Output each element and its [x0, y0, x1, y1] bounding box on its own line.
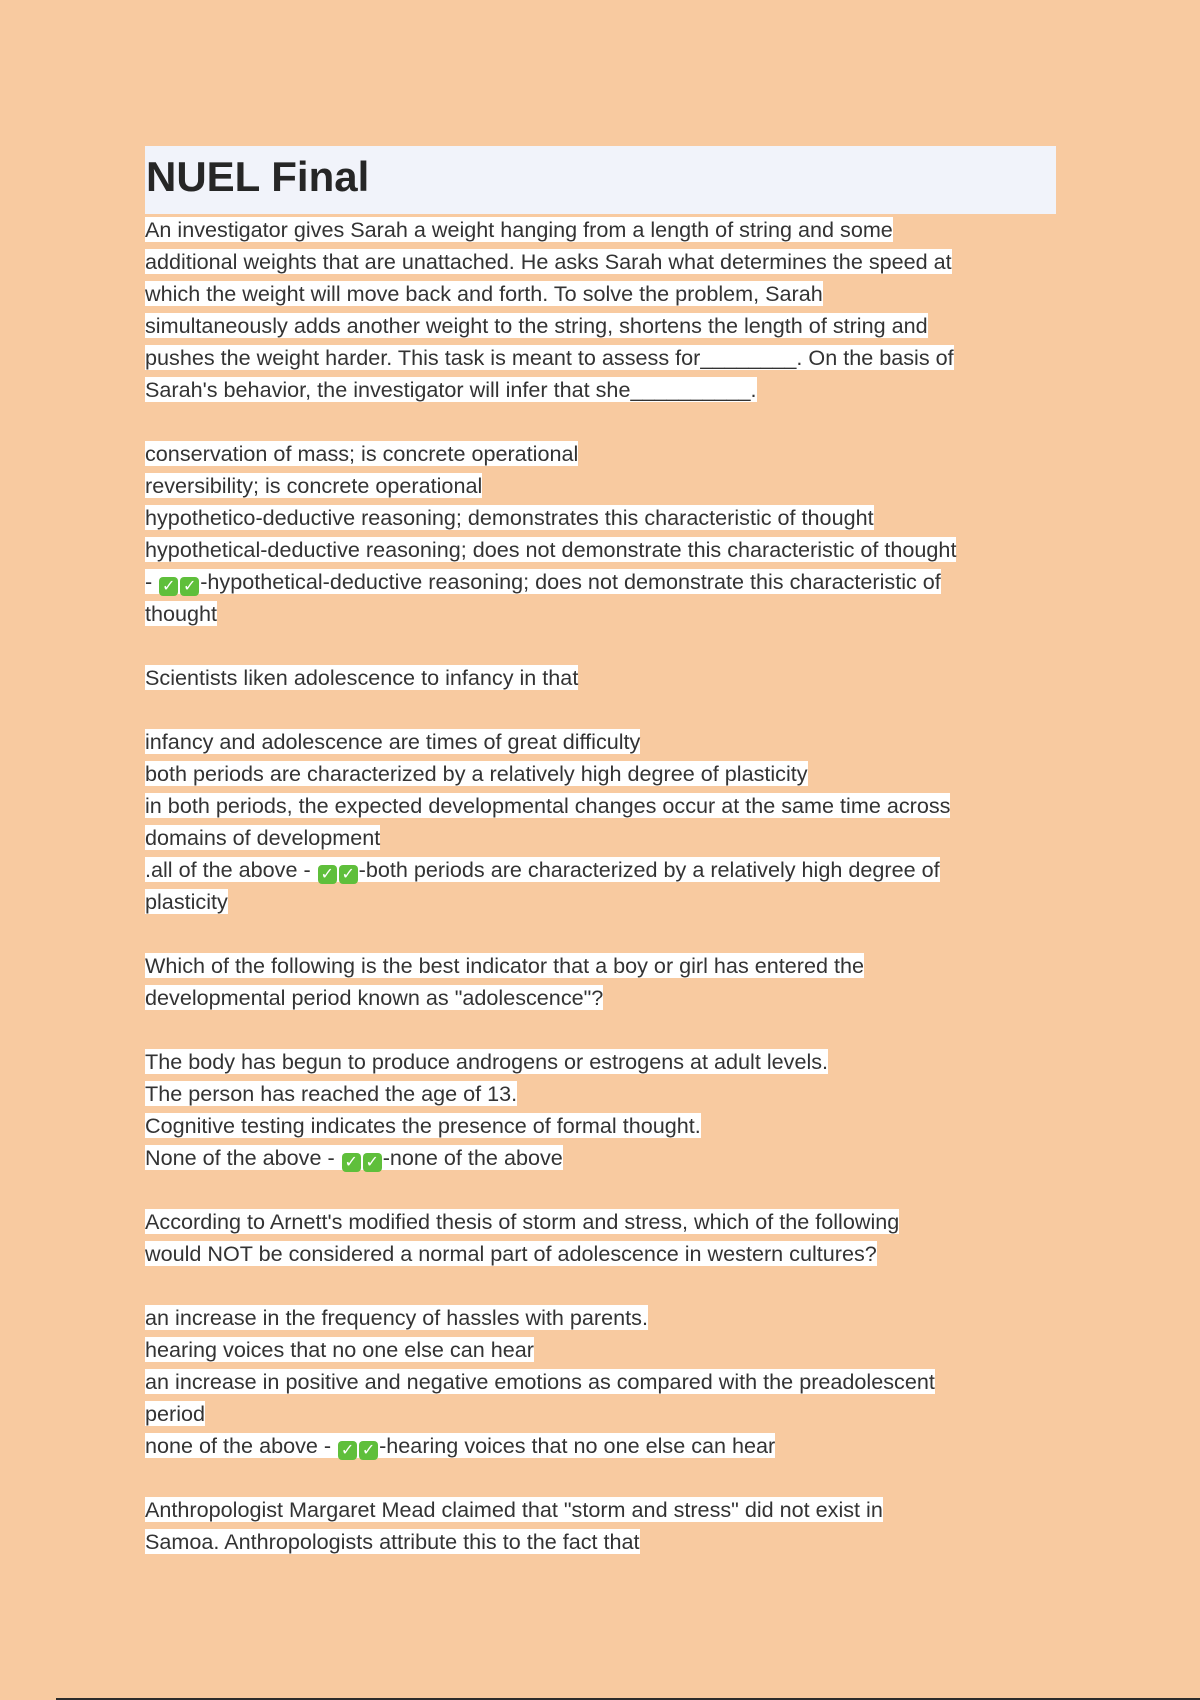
question-text-line: Scientists liken adolescence to infancy in that: [145, 665, 579, 690]
correct-answer: None of the above - ✓ ✓ -none of the above: [145, 1145, 563, 1171]
check-mark-icon: ✓: [180, 577, 199, 596]
question-text-line: According to Arnett's modified thesis of storm and stress, which of the following: [145, 1209, 900, 1234]
title-banner: [145, 146, 1056, 214]
check-mark-icon: ✓: [159, 577, 178, 596]
correct-answer-cont: thought: [145, 601, 218, 626]
question-text-line: developmental period known as "adolescence"?: [145, 985, 604, 1010]
answer-option: reversibility; is concrete operational: [145, 473, 483, 498]
answer-option: hypothetical-deductive reasoning; does not demonstrate this characteristic of thought: [145, 537, 957, 562]
answer-option: infancy and adolescence are times of great difficulty: [145, 729, 641, 754]
question-1: [145, 214, 1056, 630]
document-page: [145, 146, 1056, 1558]
question-text-line: simultaneously adds another weight to the string, shortens the length of string and: [145, 313, 928, 338]
question-2: [145, 662, 1056, 918]
page-title: NUEL Final: [146, 153, 370, 200]
answer-option: an increase in the frequency of hassles with parents.: [145, 1305, 648, 1330]
answer-option: hearing voices that no one else can hear: [145, 1337, 534, 1362]
question-text-line: Sarah's behavior, the investigator will infer that she__________.: [145, 377, 757, 402]
question-text-line: Samoa. Anthropologists attribute this to the fact that: [145, 1529, 640, 1554]
answer-option: period: [145, 1401, 206, 1426]
check-mark-icon: ✓: [342, 1153, 361, 1172]
question-text-line: Anthropologist Margaret Mead claimed that "storm and stress" did not exist in: [145, 1497, 883, 1522]
question-text-line: Which of the following is the best indicator that a boy or girl has entered the: [145, 953, 864, 978]
check-mark-icon: ✓: [338, 1441, 357, 1460]
answer-option: The person has reached the age of 13.: [145, 1081, 518, 1106]
answer-option: The body has begun to produce androgens or estrogens at adult levels.: [145, 1049, 829, 1074]
check-mark-icon: ✓: [339, 865, 358, 884]
question-text-line: would NOT be considered a normal part of adolescence in western cultures?: [145, 1241, 877, 1266]
check-mark-icon: ✓: [318, 865, 337, 884]
question-text-line: pushes the weight harder. This task is meant to assess for________. On the basis of: [145, 345, 954, 370]
correct-answer: none of the above - ✓ ✓ -hearing voices that no one else can hear: [145, 1433, 776, 1459]
question-4: [145, 1206, 1056, 1462]
correct-answer: .all of the above - ✓ ✓ -both periods are characterized by a relatively high degree of: [145, 857, 940, 883]
question-text-line: additional weights that are unattached. He asks Sarah what determines the speed at: [145, 249, 952, 274]
answer-option: conservation of mass; is concrete operational: [145, 441, 579, 466]
question-text-line: which the weight will move back and forth. To solve the problem, Sarah: [145, 281, 823, 306]
answer-option: hypothetico-deductive reasoning; demonstrates this characteristic of thought: [145, 505, 874, 530]
answer-option: domains of development: [145, 825, 381, 850]
question-5: [145, 1494, 1056, 1558]
answer-option: in both periods, the expected developmental changes occur at the same time across: [145, 793, 951, 818]
answer-option: both periods are characterized by a relatively high degree of plasticity: [145, 761, 808, 786]
answer-option: Cognitive testing indicates the presence of formal thought.: [145, 1113, 701, 1138]
correct-answer: - ✓ ✓ -hypothetical-deductive reasoning; does not demonstrate this characteristic of: [145, 569, 941, 595]
check-mark-icon: ✓: [363, 1153, 382, 1172]
correct-answer-cont: plasticity: [145, 889, 228, 914]
answer-option: an increase in positive and negative emotions as compared with the preadolescent: [145, 1369, 935, 1394]
question-text-line: An investigator gives Sarah a weight hanging from a length of string and some: [145, 217, 893, 242]
question-3: [145, 950, 1056, 1174]
check-mark-icon: ✓: [359, 1441, 378, 1460]
